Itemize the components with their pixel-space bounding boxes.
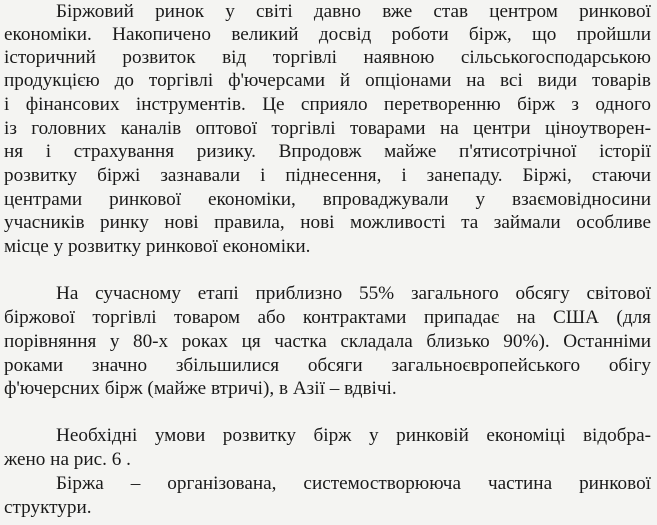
text-line: порівняння у 80-х роках ця частка складала близько 90%). Останніми	[4, 331, 651, 352]
text-line: розвитку біржі зазнавали і піднесення, і занепаду. Біржі, стаючи	[4, 165, 651, 186]
text-line: центрами ринкової економіки, впроваджували у взаємовідносини	[4, 189, 651, 210]
text-line: біржової торгівлі товаром або контрактами припадає на США (для	[4, 307, 651, 328]
text-line: учасників ринку нові правила, нові можливості та займали особливе	[4, 212, 651, 233]
text-line: продукцією до торгівлі ф'ючерсами й опціонами на всі види товарів	[4, 70, 651, 91]
text-line: структури.	[4, 497, 92, 518]
text-line: ф'ючерсних бірж (майже втричі), в Азії – вдвічі.	[4, 378, 397, 399]
text-line: Біржовий ринок у світі давно вже став центром ринкової	[56, 1, 651, 22]
text-line: жено на рис. 6 .	[4, 449, 131, 470]
text-line: історичний розвиток від торгівлі наявною сільськогосподарською	[4, 47, 651, 68]
text-line: із головних каналів оптової торгівлі товарами на центри ціноутворен-	[4, 118, 651, 139]
text-line: роками значно збільшилися обсяги загальноєвропейського обігу	[4, 355, 651, 376]
text-line: Необхідні умови розвитку бірж у ринковій економіці відобра-	[56, 425, 651, 446]
text-line: економіки. Накопичено великий досвід роботи бірж, що пройшли	[4, 24, 651, 45]
text-line: ня і страхування ризику. Впродовж майже п'ятисотрічної історії	[4, 141, 651, 162]
text-line: На сучасному етапі приблизно 55% загального обсягу світової	[56, 283, 651, 304]
text-line: Біржа – організована, системостворююча частина ринкової	[56, 473, 651, 494]
text-line: і фінансових інструментів. Це сприяло перетворенню бірж з одного	[4, 94, 651, 115]
text-line: місце у розвитку ринкової економіки.	[4, 236, 311, 257]
